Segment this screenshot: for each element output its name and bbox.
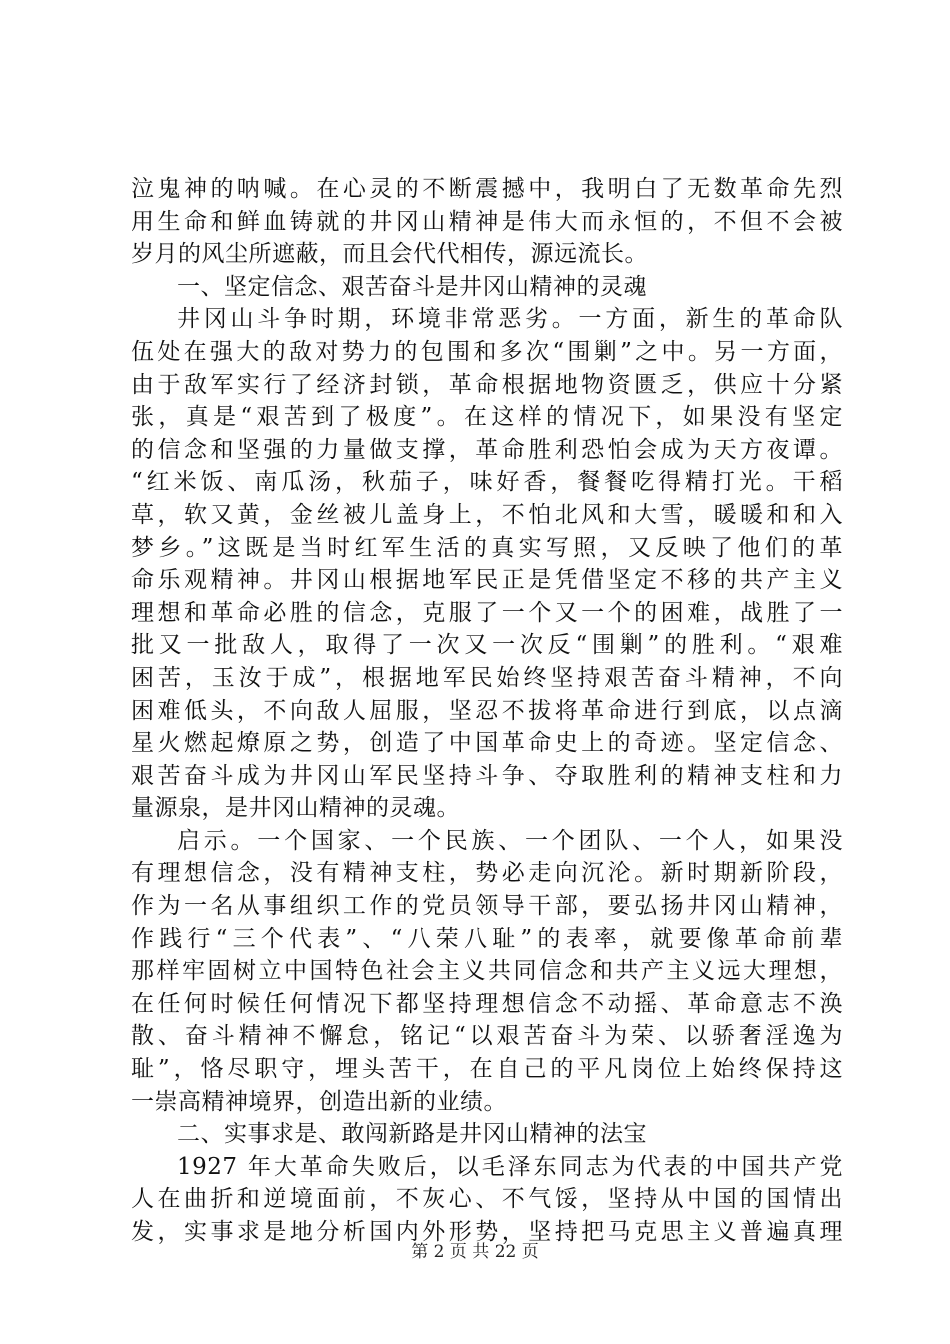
text-line: 张，真是“艰苦到了极度”。在这样的情况下，如果没有坚定 <box>131 404 843 431</box>
text-line: 星火燃起燎原之势，创造了中国革命史上的奇迹。坚定信念、 <box>131 730 843 757</box>
text-line: 由于敌军实行了经济封锁，革命根据地物资匮乏，供应十分紧 <box>131 371 843 398</box>
text-line: 困难低头，不向敌人屈服，坚忍不拔将革命进行到底，以点滴 <box>131 697 843 724</box>
body-text <box>131 173 843 1249</box>
text-line: 用生命和鲜血铸就的井冈山精神是伟大而永恒的，不但不会被 <box>131 208 843 235</box>
text-line: 启示。一个国家、一个民族、一个团队、一个人，如果没 <box>177 827 843 854</box>
text-line: 在任何时候任何情况下都坚持理想信念不动摇、革命意志不涣 <box>131 990 843 1017</box>
text-line: 梦乡。”这既是当时红军生活的真实写照，又反映了他们的革 <box>131 534 843 561</box>
text-line: 人在曲折和逆境面前，不灰心、不气馁，坚持从中国的国情出 <box>131 1186 843 1213</box>
text-line: 批又一批敌人，取得了一次又一次反“围剿”的胜利。“艰难 <box>131 632 843 659</box>
text-line: 作为一名从事组织工作的党员领导干部，要弘扬井冈山精神， <box>131 893 843 920</box>
text-line: 量源泉，是井冈山精神的灵魂。 <box>131 795 460 822</box>
text-line: 理想和革命必胜的信念，克服了一个又一个的困难，战胜了一 <box>131 599 843 626</box>
text-line: 一、坚定信念、艰苦奋斗是井冈山精神的灵魂 <box>177 273 647 300</box>
text-line: 岁月的风尘所遮蔽，而且会代代相传，源远流长。 <box>131 241 648 268</box>
text-line: 作践行“三个代表”、“八荣八耻”的表率，就要像革命前辈 <box>131 925 843 952</box>
text-line: “红米饭、南瓜汤，秋茄子，味好香，餐餐吃得精打光。干稻 <box>131 469 843 496</box>
text-line: 艰苦奋斗成为井冈山军民坚持斗争、夺取胜利的精神支柱和力 <box>131 762 843 789</box>
text-line: 那样牢固树立中国特色社会主义共同信念和共产主义远大理想， <box>131 958 843 985</box>
text-line: 有理想信念，没有精神支柱，势必走向沉沦。新时期新阶段， <box>131 860 843 887</box>
text-line: 1927 年大革命失败后，以毛泽东同志为代表的中国共产党 <box>177 1153 843 1180</box>
text-line: 困苦，玉汝于成”，根据地军民始终坚持艰苦奋斗精神，不向 <box>131 664 843 691</box>
text-line: 井冈山斗争时期，环境非常恶劣。一方面，新生的革命队 <box>177 306 843 333</box>
text-line: 一崇高精神境界，创造出新的业绩。 <box>131 1088 507 1115</box>
text-line: 伍处在强大的敌对势力的包围和多次“围剿”之中。另一方面， <box>131 338 843 365</box>
text-line: 耻”，恪尽职守，埋头苦干，在自己的平凡岗位上始终保持这 <box>131 1056 843 1083</box>
text-line: 命乐观精神。井冈山根据地军民正是凭借坚定不移的共产主义 <box>131 567 843 594</box>
text-line: 散、奋斗精神不懈怠，铭记“以艰苦奋斗为荣、以骄奢淫逸为 <box>131 1023 843 1050</box>
text-line: 二、实事求是、敢闯新路是井冈山精神的法宝 <box>177 1121 647 1148</box>
text-line: 草，软又黄，金丝被儿盖身上，不怕北风和大雪，暖暖和和入 <box>131 501 843 528</box>
page-footer: 第 2 页 共 22 页 <box>411 1242 539 1262</box>
text-line: 的信念和坚强的力量做支撑，革命胜利恐怕会成为天方夜谭。 <box>131 436 843 463</box>
text-line: 泣鬼神的呐喊。在心灵的不断震撼中，我明白了无数革命先烈 <box>131 176 843 202</box>
text-line: 发，实事求是地分析国内外形势，坚持把马克思主义普遍真理 <box>131 1219 843 1245</box>
